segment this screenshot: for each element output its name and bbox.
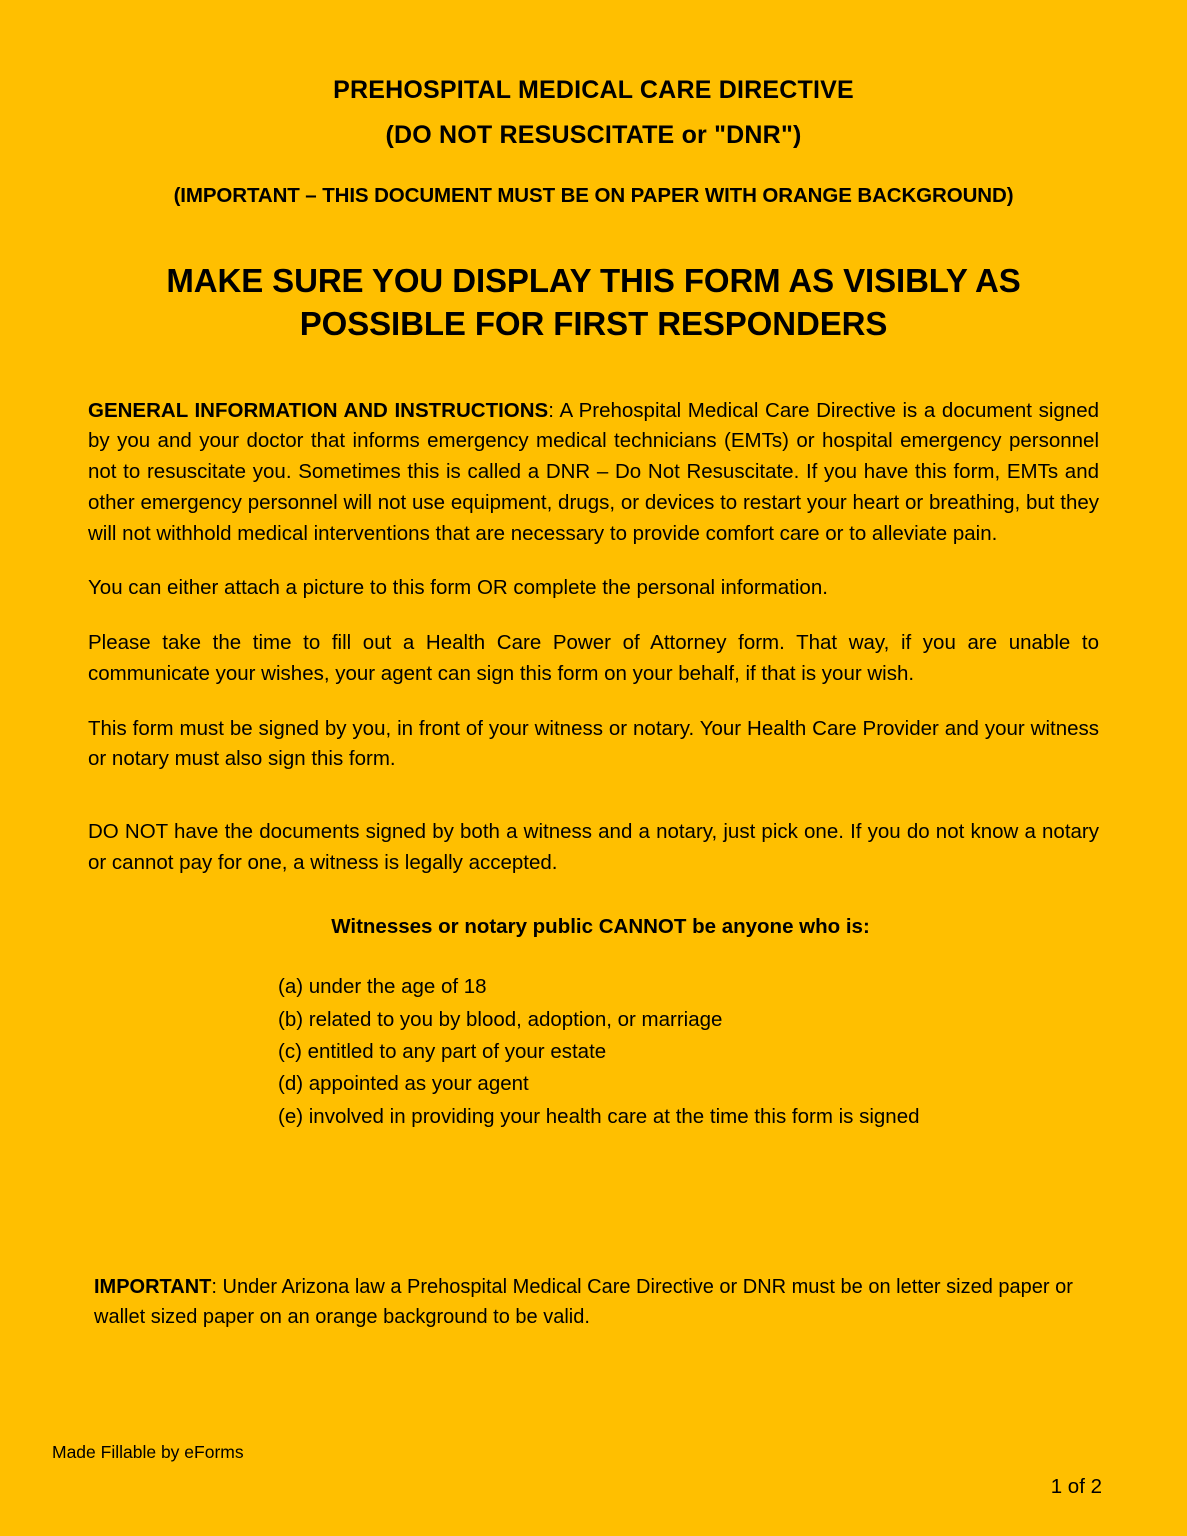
important-notice-label: IMPORTANT bbox=[94, 1276, 212, 1298]
attach-picture-paragraph: You can either attach a picture to this form OR complete the personal information. bbox=[88, 576, 828, 600]
list-item: (c) entitled to any part of your estate bbox=[278, 1039, 607, 1063]
page-title: PREHOSPITAL MEDICAL CARE DIRECTIVE bbox=[333, 76, 854, 104]
list-item: (d) appointed as your agent bbox=[278, 1072, 529, 1096]
display-visibly-banner: MAKE SURE YOU DISPLAY THIS FORM AS VISIBLY AS POSSIBLE FOR FIRST RESPONDERS bbox=[166, 261, 1021, 343]
witness-restrictions-list bbox=[88, 971, 1099, 1133]
power-of-attorney-paragraph: Please take the time to fill out a Health Care Power of Attorney form. That way, if you are unable to communicate your wishes, your agent can sign this form on your behalf, if that is your wish. bbox=[88, 631, 1099, 685]
witness-restrictions-heading: Witnesses or notary public CANNOT be anyone who is: bbox=[331, 914, 870, 938]
general-information-label: GENERAL INFORMATION AND INSTRUCTIONS bbox=[88, 398, 549, 422]
general-information-paragraph bbox=[88, 396, 1099, 550]
important-notice bbox=[94, 1272, 1101, 1333]
list-item: (a) under the age of 18 bbox=[278, 975, 487, 999]
signing-requirements-paragraph: This form must be signed by you, in front of your witness or notary. Your Health Care Provider and your witness or notary must also sign this form. bbox=[88, 716, 1099, 771]
document-body bbox=[88, 396, 1099, 1133]
important-notice-text: : Under Arizona law a Prehospital Medical Care Directive or DNR must be on letter sized paper or wallet sized paper on an orange background to be valid. bbox=[94, 1276, 1073, 1329]
page-subtitle: (DO NOT RESUSCITATE or "DNR") bbox=[385, 121, 802, 149]
document-title-block bbox=[88, 0, 1099, 207]
page-number: 1 of 2 bbox=[1050, 1475, 1102, 1498]
made-fillable-credit: Made Fillable by eForms bbox=[52, 1442, 244, 1462]
list-item: (b) related to you by blood, adoption, or marriage bbox=[278, 1007, 723, 1031]
list-item: (e) involved in providing your health care at the time this form is signed bbox=[278, 1104, 920, 1128]
general-information-text: : A Prehospital Medical Care Directive is a document signed by you and your doctor that informs emergency medical technicians (EMTs) or hospital emergency personnel not to resuscitate you. Sometimes this is called a DNR – Do Not Resuscitate. If you have this form, EMTs and other emergency personnel will not use equipment, drugs, or devices to restart your heart or breathing, but they will not withhold medical interventions that are necessary to provide comfort care or to alleviate pain. bbox=[88, 398, 1099, 545]
orange-background-notice: (IMPORTANT – THIS DOCUMENT MUST BE ON PAPER WITH ORANGE BACKGROUND) bbox=[173, 184, 1014, 207]
do-not-dual-sign-paragraph: DO NOT have the documents signed by both a witness and a notary, just pick one. If you do not know a notary or cannot pay for one, a witness is legally accepted. bbox=[88, 820, 1099, 874]
